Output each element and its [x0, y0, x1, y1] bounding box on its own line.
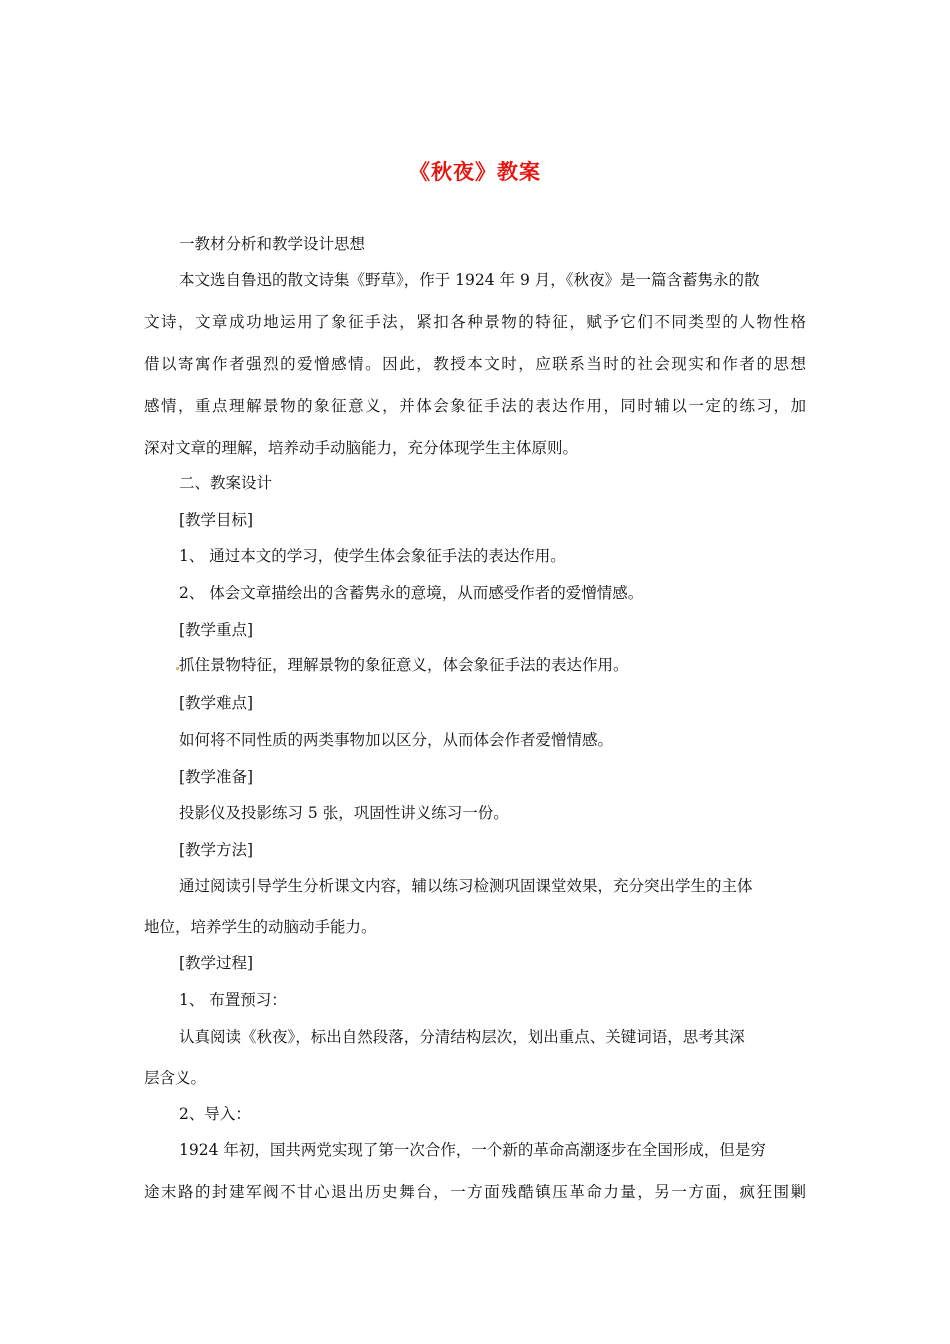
- subheading-teaching-prep: [教学准备]: [179, 768, 254, 786]
- subheading-teaching-goals: [教学目标]: [179, 511, 254, 529]
- section-heading-2: 二、教案设计: [179, 474, 273, 492]
- paragraph-line: 抓住景物特征，理解景物的象征意义，体会象征手法的表达作用。: [179, 656, 629, 674]
- paragraph-line: 本文选自鲁迅的散文诗集《野草》，作于 1924 年 9 月，《秋夜》是一篇含蓄隽永的散: [179, 271, 760, 289]
- subheading-teaching-difficulty: [教学难点]: [179, 694, 254, 712]
- list-item: 1、 布置预习：: [179, 991, 287, 1009]
- paragraph-line: 地位，培养学生的动脑动手能力。: [144, 918, 377, 936]
- paragraph-line: 途末路的封建军阀不甘心退出历史舞台，一方面残酷镇压革命力量，另一方面，疯狂围剿: [144, 1183, 806, 1201]
- subheading-teaching-focus: [教学重点]: [179, 621, 254, 639]
- paragraph-line: 借以寄寓作者强烈的爱憎感情。因此，教授本文时，应联系当时的社会现实和作者的思想: [144, 355, 806, 373]
- subheading-teaching-process: [教学过程]: [179, 954, 254, 972]
- paragraph-line: 如何将不同性质的两类事物加以区分，从而体会作者爱憎情感。: [179, 731, 614, 749]
- list-item: 1、 通过本文的学习，使学生体会象征手法的表达作用。: [179, 547, 566, 565]
- list-item: 2、 体会文章描绘出的含蓄隽永的意境，从而感受作者的爱憎情感。: [179, 584, 644, 602]
- paragraph-line: 投影仪及投影练习 5 张，巩固性讲义练习一份。: [179, 804, 509, 822]
- subheading-teaching-method: [教学方法]: [179, 841, 254, 859]
- paragraph-line: 文诗，文章成功地运用了象征手法，紧扣各种景物的特征，赋予它们不同类型的人物性格: [144, 313, 806, 331]
- paragraph-line: 认真阅读《秋夜》，标出自然段落，分清结构层次，划出重点、关键词语，思考其深: [179, 1028, 745, 1046]
- paragraph-line: 深对文章的理解，培养动手动脑能力，充分体现学生主体原则。: [144, 439, 579, 457]
- paragraph-line: 1924 年初，国共两党实现了第一次合作，一个新的革命高潮逐步在全国形成，但是穷: [179, 1141, 766, 1159]
- paragraph-line: 感情，重点理解景物的象征意义，并体会象征手法的表达作用，同时辅以一定的练习，加: [144, 397, 806, 415]
- list-item: 2、导入：: [179, 1105, 251, 1123]
- section-heading-1: 一教材分析和教学设计思想: [179, 235, 366, 253]
- document-title: 《秋夜》教案: [409, 159, 541, 184]
- paragraph-line: 层含义。: [144, 1069, 207, 1087]
- paragraph-line: 通过阅读引导学生分析课文内容，辅以练习检测巩固课堂效果，充分突出学生的主体: [179, 877, 753, 895]
